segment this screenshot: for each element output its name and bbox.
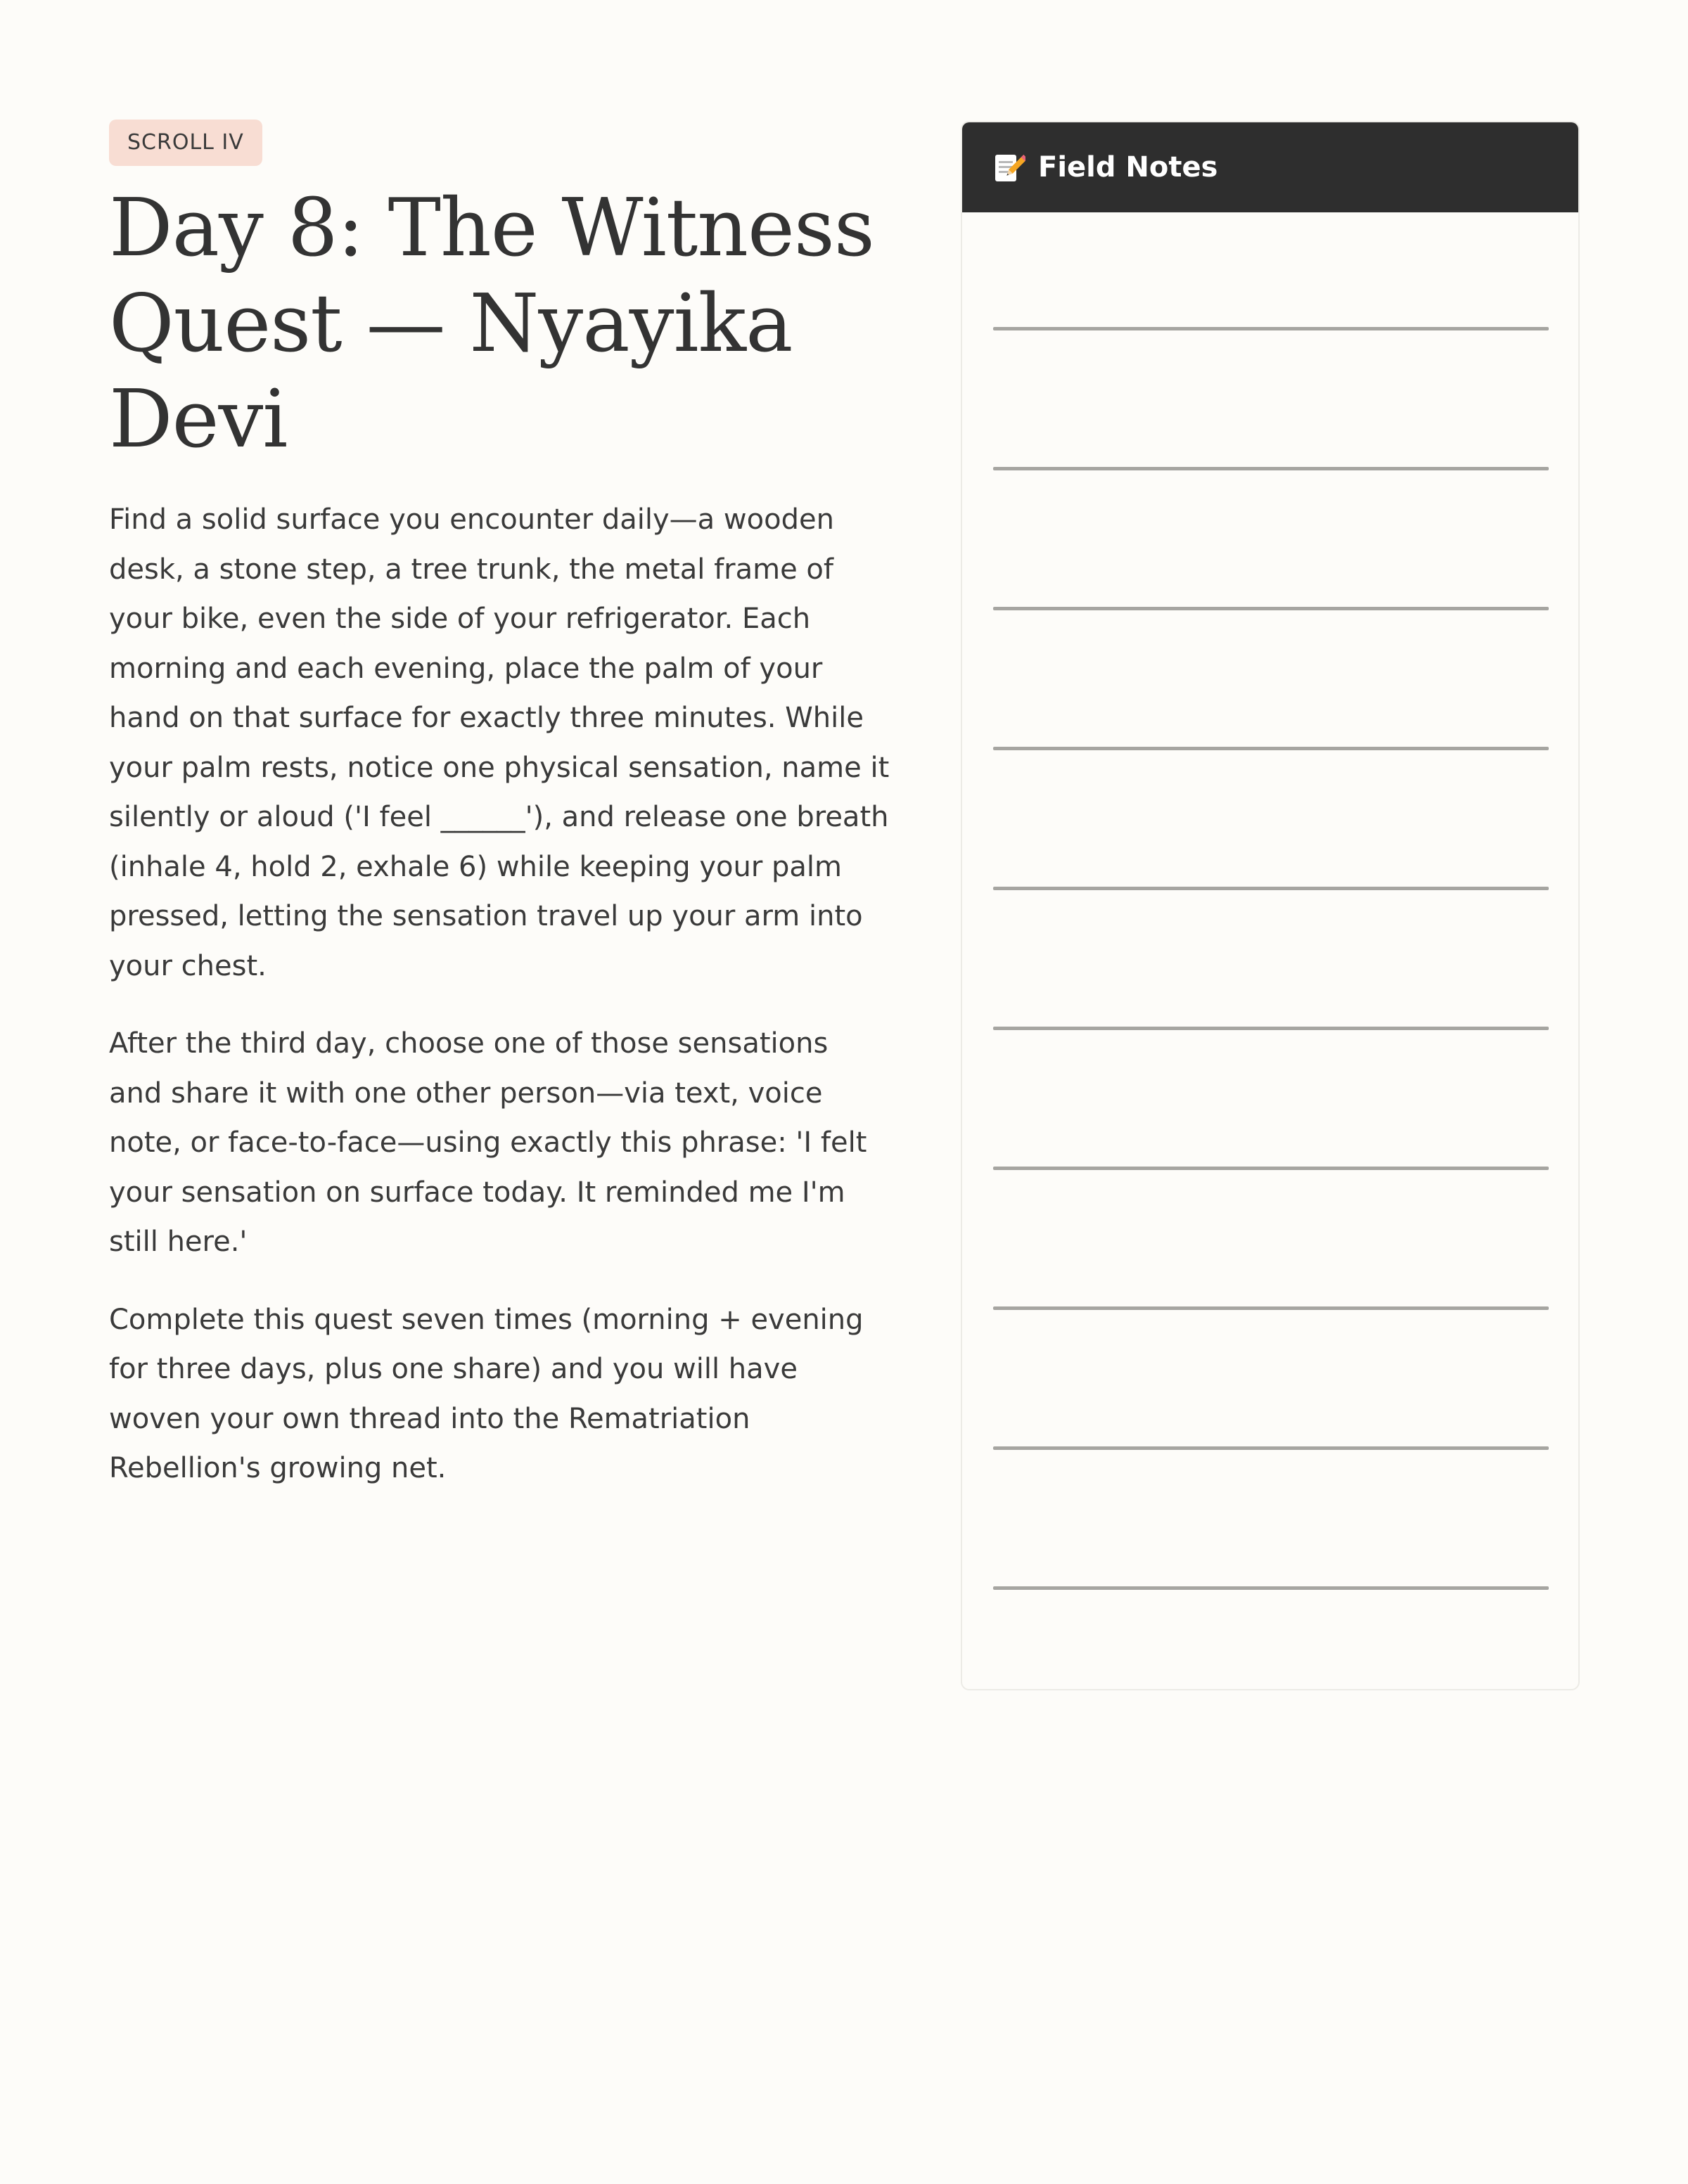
paragraph-completion: Complete this quest seven times (morning + evening for three days, plus one share) and you will have woven your own thread into the Rematriation Rebellion's growing net. — [109, 1303, 864, 1484]
notes-writing-line[interactable] — [993, 1167, 1549, 1170]
field-notes-card — [961, 121, 1580, 1690]
page-title: Day 8: The Witness Quest — Nyayika Devi — [109, 181, 874, 465]
notes-writing-line[interactable] — [993, 1027, 1549, 1030]
paragraph-share: After the third day, choose one of those sensations and share it with one other person—via text, voice note, or face-to-face—using exactly this phrase: 'I felt your sensation on surface today. It reminded me I'm still here.' — [109, 1027, 867, 1258]
notes-writing-line[interactable] — [993, 467, 1549, 470]
field-notes-header — [962, 122, 1578, 212]
quest-description — [109, 495, 890, 1494]
notes-writing-line[interactable] — [993, 1306, 1549, 1310]
notes-writing-line[interactable] — [993, 327, 1549, 330]
notes-writing-line[interactable] — [993, 607, 1549, 610]
notes-writing-line[interactable] — [993, 747, 1549, 750]
notes-writing-line[interactable] — [993, 1446, 1549, 1450]
memo-pencil-icon — [993, 151, 1025, 184]
notes-writing-line[interactable] — [993, 887, 1549, 890]
paragraph-instructions: Find a solid surface you encounter daily—a wooden desk, a stone step, a tree trunk, the metal frame of your bike, even the side of your refrigerator. Each morning and each evening, place the palm of your hand on that surface for exactly three minutes. While your palm rests, notice one physical sensation, name it silently or aloud ('I feel ______'), and release one breath (inhale 4, hold 2, exhale 6) while keeping your palm pressed, letting the sensation travel up your arm into your chest. — [109, 503, 890, 982]
field-notes-title: Field Notes — [1038, 151, 1218, 184]
scroll-tag: SCROLL IV — [109, 120, 262, 166]
quest-content — [109, 120, 890, 1522]
notes-writing-line[interactable] — [993, 1586, 1549, 1590]
